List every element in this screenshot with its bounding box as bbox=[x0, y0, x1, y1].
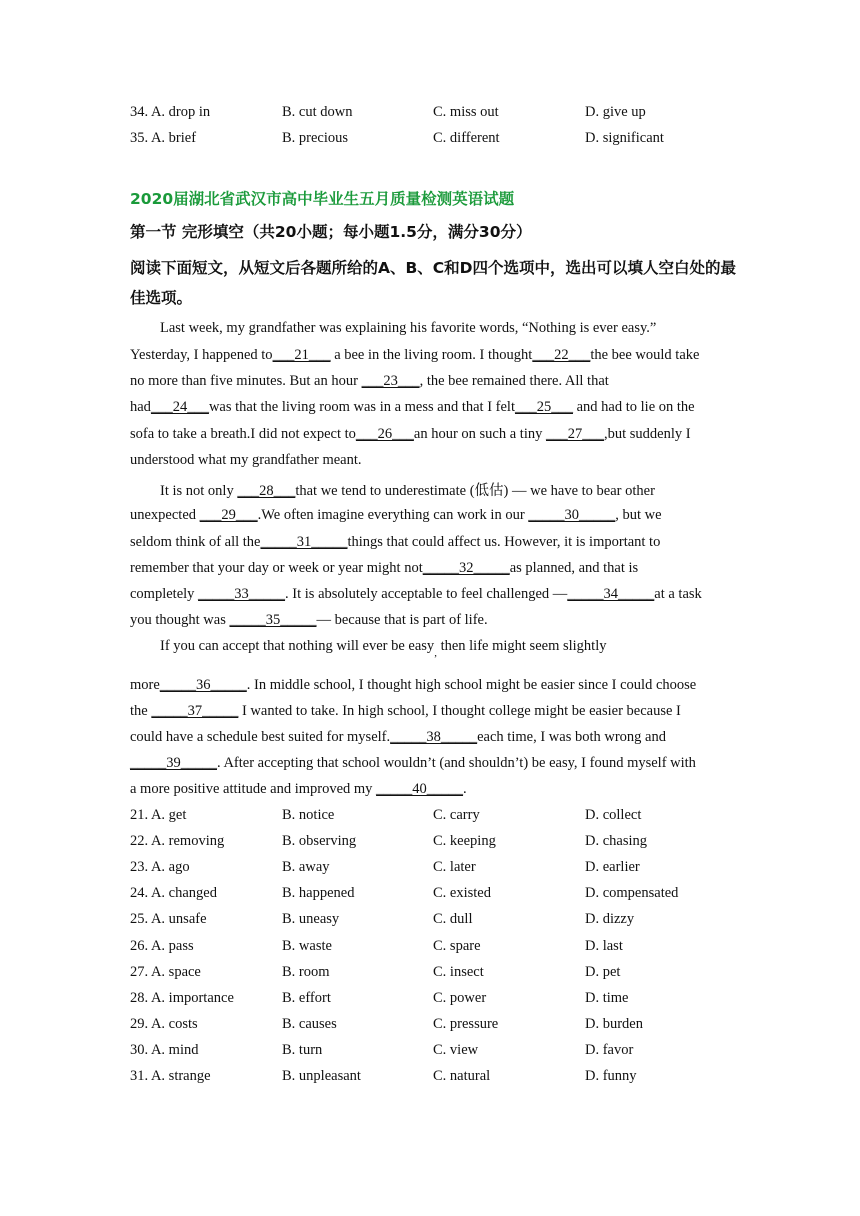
exam-title: 2020届湖北省武汉市高中毕业生五月质量检测英语试题 bbox=[130, 190, 515, 208]
blank-21: ___21___ bbox=[272, 347, 331, 363]
option-b: B. effort bbox=[282, 989, 331, 1006]
passage-line: a more positive attitude and improved my _____40_____. bbox=[130, 781, 467, 797]
passage-line: sofa to take a breath.I did not expect to___26___an hour on such a tiny ___27___,but suddenly I bbox=[130, 426, 691, 442]
option-row bbox=[130, 938, 750, 960]
option-row bbox=[130, 1068, 750, 1090]
blank-38: _____38_____ bbox=[390, 729, 478, 745]
option-a: 23. A. ago bbox=[130, 859, 190, 876]
option-b: B. observing bbox=[282, 833, 357, 850]
option-d: D. significant bbox=[585, 130, 664, 146]
option-c: C. pressure bbox=[433, 1015, 499, 1032]
passage-line: seldom think of all the_____31_____things that could affect us. However, it is important to bbox=[130, 534, 661, 550]
blank-28: ___28___ bbox=[237, 483, 296, 499]
option-d: D. earlier bbox=[585, 859, 640, 876]
blank-33: _____33_____ bbox=[198, 586, 286, 602]
option-d: D. last bbox=[585, 937, 623, 954]
option-row-35 bbox=[130, 130, 750, 152]
option-a: 28. A. importance bbox=[130, 989, 234, 1006]
option-row bbox=[130, 964, 750, 986]
blank-22: ___22___ bbox=[532, 347, 591, 363]
passage-line: _____39_____. After accepting that school wouldn’t (and shouldn’t) be easy, I found myself with bbox=[130, 755, 696, 771]
option-d: D. time bbox=[585, 989, 629, 1006]
option-d: D. burden bbox=[585, 1015, 643, 1032]
passage-line: unexpected ___29___.We often imagine everything can work in our _____30_____, but we bbox=[130, 507, 662, 523]
option-d: D. dizzy bbox=[585, 911, 635, 928]
blank-31: _____31_____ bbox=[260, 534, 348, 550]
section-heading: 第一节 完形填空（共20小题；每小题1.5分，满分30分） bbox=[130, 223, 532, 241]
passage-line: It is not only ___28___that we tend to underestimate (低估) — we have to bear other bbox=[160, 483, 655, 499]
option-c: C. dull bbox=[433, 911, 473, 928]
blank-30: _____30_____ bbox=[528, 507, 616, 523]
option-d: D. collect bbox=[585, 807, 642, 823]
option-b: B. happened bbox=[282, 885, 355, 902]
option-a: 21. A. get bbox=[130, 807, 187, 823]
option-c: C. carry bbox=[433, 807, 480, 823]
option-c: C. insect bbox=[433, 963, 484, 980]
option-row bbox=[130, 1042, 750, 1064]
passage-line: Last week, my grandfather was explaining his favorite words, “Nothing is ever easy.” bbox=[160, 320, 657, 336]
option-b: B. away bbox=[282, 859, 330, 876]
option-d: D. give up bbox=[585, 104, 646, 120]
instructions: 阅读下面短文，从短文后各题所给的A、B、C和D四个选项中，选出可以填人空白处的最佳选项。 bbox=[130, 259, 737, 307]
blank-23: ___23___ bbox=[361, 373, 420, 389]
option-c: C. spare bbox=[433, 937, 481, 954]
option-a: 30. A. mind bbox=[130, 1041, 199, 1058]
option-c: C. view bbox=[433, 1041, 479, 1058]
option-a: 31. A. strange bbox=[130, 1068, 211, 1084]
option-row bbox=[130, 885, 750, 907]
option-a: 22. A. removing bbox=[130, 833, 225, 850]
option-row bbox=[130, 859, 750, 881]
option-c: C. natural bbox=[433, 1068, 491, 1084]
option-b: B. notice bbox=[282, 807, 335, 823]
blank-26: ___26___ bbox=[355, 426, 414, 442]
blank-37: _____37_____ bbox=[151, 703, 239, 719]
option-a: 26. A. pass bbox=[130, 937, 194, 954]
passage-line: understood what my grandfather meant. bbox=[130, 452, 362, 468]
option-d: D. funny bbox=[585, 1068, 637, 1084]
blank-39: _____39_____ bbox=[130, 755, 217, 771]
option-b: B. precious bbox=[282, 130, 349, 146]
option-row bbox=[130, 833, 750, 855]
blank-34: _____34_____ bbox=[567, 586, 655, 602]
option-c: C. different bbox=[433, 130, 500, 146]
option-b: B. waste bbox=[282, 937, 332, 954]
option-a: 24. A. changed bbox=[130, 885, 217, 902]
option-d: D. chasing bbox=[585, 833, 648, 850]
blank-24: ___24___ bbox=[150, 399, 209, 415]
option-row bbox=[130, 807, 750, 829]
blank-29: ___29___ bbox=[199, 507, 258, 523]
option-b: B. uneasy bbox=[282, 911, 340, 928]
option-row bbox=[130, 1016, 750, 1038]
passage-line: completely _____33_____. It is absolutely acceptable to feel challenged —_____34_____at a task bbox=[130, 586, 702, 602]
blank-35: _____35_____ bbox=[229, 612, 317, 628]
option-a: 25. A. unsafe bbox=[130, 911, 207, 928]
option-b: B. causes bbox=[282, 1015, 337, 1032]
passage-line: had___24___was that the living room was in a mess and that I felt___25___ and had to lie on the bbox=[130, 399, 695, 415]
option-b: B. cut down bbox=[282, 104, 353, 120]
passage-line: could have a schedule best suited for myself._____38_____each time, I was both wrong and bbox=[130, 729, 666, 745]
passage-line: Yesterday, I happened to___21___ a bee in the living room. I thought___22___the bee would take bbox=[130, 347, 700, 363]
passage-line: no more than five minutes. But an hour ___23___, the bee remained there. All that bbox=[130, 373, 609, 389]
option-a: 27. A. space bbox=[130, 963, 201, 980]
option-a: 35. A. brief bbox=[130, 130, 197, 146]
option-c: C. keeping bbox=[433, 833, 496, 850]
passage-line: remember that your day or week or year might not_____32_____as planned, and that is bbox=[130, 560, 639, 576]
passage-line: If you can accept that nothing will ever be easy$_,$ then life might seem slightly bbox=[160, 638, 607, 659]
blank-40: _____40_____ bbox=[376, 781, 464, 797]
option-row-34 bbox=[130, 104, 750, 126]
option-b: B. unpleasant bbox=[282, 1068, 361, 1084]
option-row bbox=[130, 990, 750, 1012]
option-b: B. turn bbox=[282, 1041, 323, 1058]
option-c: C. miss out bbox=[433, 104, 499, 120]
option-d: D. favor bbox=[585, 1041, 634, 1058]
option-d: D. pet bbox=[585, 963, 621, 980]
option-c: C. existed bbox=[433, 885, 491, 902]
option-b: B. room bbox=[282, 963, 330, 980]
blank-27: ___27___ bbox=[545, 426, 604, 442]
passage-line: you thought was _____35_____— because that is part of life. bbox=[130, 612, 488, 628]
passage-line: the _____37_____ I wanted to take. In high school, I thought college might be easier because I bbox=[130, 703, 681, 719]
passage-line: more_____36_____. In middle school, I thought high school might be easier since I could choose bbox=[130, 677, 697, 693]
option-a: 34. A. drop in bbox=[130, 104, 211, 120]
option-c: C. power bbox=[433, 989, 487, 1006]
blank-32: _____32_____ bbox=[422, 560, 510, 576]
blank-25: ___25___ bbox=[514, 399, 573, 415]
option-a: 29. A. costs bbox=[130, 1015, 198, 1032]
blank-36: _____36_____ bbox=[159, 677, 247, 693]
option-d: D. compensated bbox=[585, 885, 679, 902]
option-c: C. later bbox=[433, 859, 476, 876]
option-row bbox=[130, 911, 750, 933]
